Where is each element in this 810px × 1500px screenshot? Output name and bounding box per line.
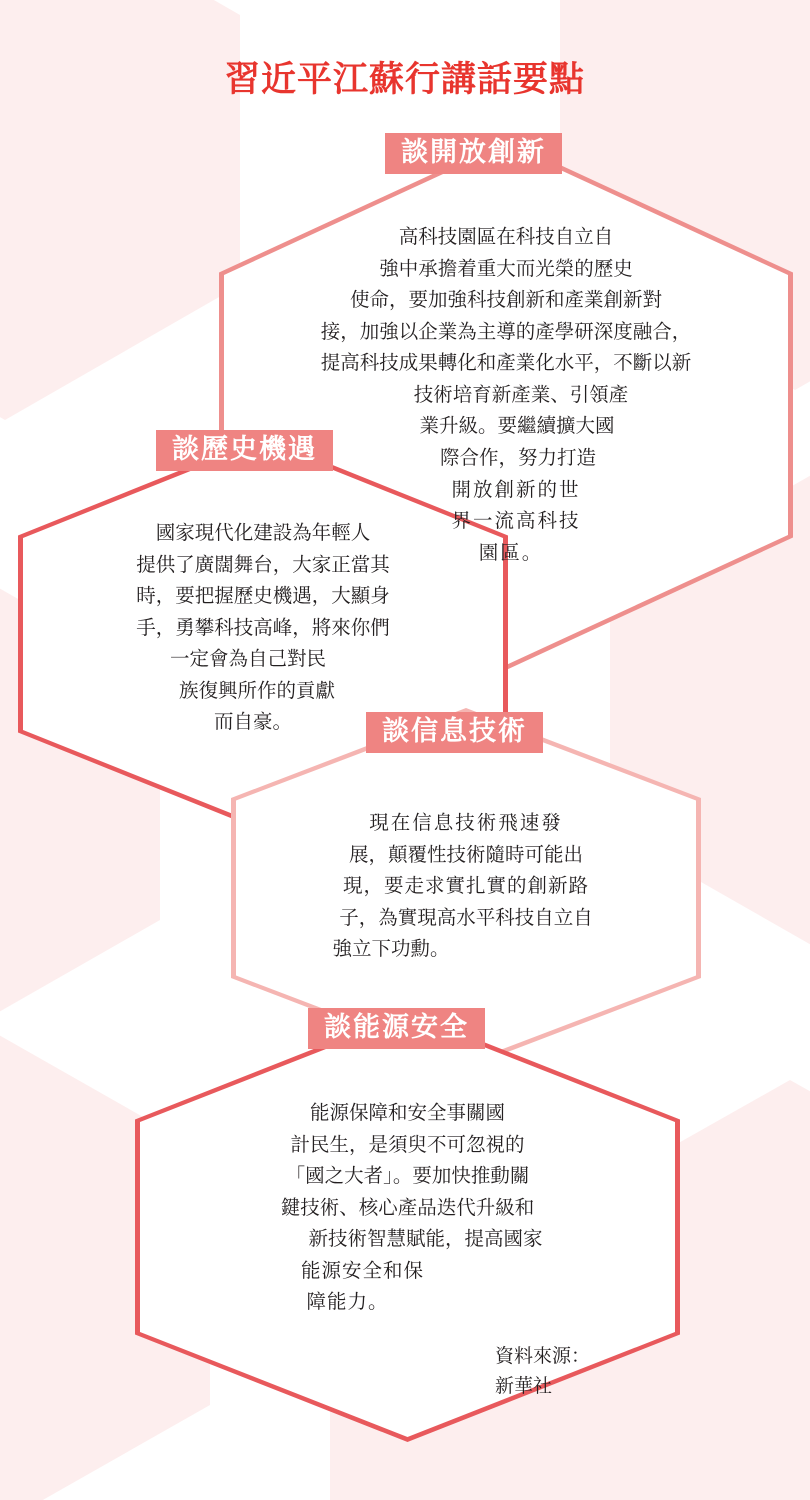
- section-label-information-technology: [366, 712, 543, 753]
- body-line: 強立下功勳。: [332, 938, 450, 961]
- body-line: 開放創新的世: [451, 478, 581, 501]
- body-line: 子，為實現高水平科技自立自: [339, 906, 593, 929]
- body-line: 手，勇攀科技高峰，將來你們: [136, 616, 390, 639]
- body-line: 使命，要加強科技創新和產業創新對: [349, 289, 662, 312]
- page-title: 習近平江蘇行講話要點: [224, 60, 585, 99]
- body-line: 高科技園區在科技自立自: [398, 226, 614, 248]
- body-line: 現，要走求實扎實的創新路: [342, 875, 589, 898]
- body-line: 能源保障和安全事關國: [309, 1102, 505, 1124]
- body-line: 界一流高科技: [451, 510, 581, 533]
- section-label-text: 談能源安全: [324, 1012, 469, 1042]
- section-label-energy-security: [308, 1008, 485, 1049]
- section-body-energy-security: [137, 1098, 678, 1319]
- body-line: 強中承擔着重大而光榮的歷史: [379, 257, 633, 280]
- body-line: 障能力。: [306, 1291, 389, 1314]
- source-value: 新華社: [495, 1376, 553, 1398]
- body-line: 提高科技成果轉化和產業化水平，不斷以新: [320, 352, 692, 375]
- section-body-information-technology: [233, 808, 699, 966]
- body-line: 展，顛覆性技術隨時可能出: [348, 843, 583, 866]
- section-label-historic-opportunity: [156, 430, 333, 471]
- source-label: 資料來源：: [495, 1346, 591, 1367]
- section-body-historic-opportunity: [20, 518, 506, 739]
- body-line: 「國之大者」。要加快推動關: [285, 1165, 530, 1188]
- body-line: 一定會為自己對民: [169, 648, 326, 671]
- section-label-text: 談歷史機遇: [172, 434, 317, 464]
- body-line: 接，加強以企業為主導的產學研深度融合，: [320, 320, 692, 343]
- section-label-text: 談信息技術: [382, 716, 527, 746]
- source-note: [495, 1342, 590, 1403]
- body-line: 現在信息技術飛速發: [369, 812, 563, 834]
- section-label-open-innovation: [385, 133, 562, 174]
- body-line: 新技術智慧賦能，提高國家: [308, 1228, 543, 1251]
- body-line: 計民生，是須臾不可忽視的: [290, 1133, 525, 1156]
- body-line: 而自豪。: [213, 711, 292, 734]
- body-line: 族復興所作的貢獻: [178, 679, 335, 702]
- body-line: 技術培育新產業、引領產: [413, 383, 629, 406]
- section-label-text: 談開放創新: [401, 137, 546, 167]
- body-line: 能源安全和保: [300, 1259, 424, 1282]
- body-line: 時，要把握歷史機遇，大顯身: [136, 585, 390, 608]
- body-line: 園區。: [478, 541, 544, 564]
- body-line: 提供了廣闊舞台，大家正當其: [136, 553, 390, 576]
- body-line: 國家現代化建設為年輕人: [155, 522, 371, 544]
- body-line: 鍵技術、核心產品迭代升級和: [280, 1196, 535, 1219]
- body-line: 際合作，努力打造: [439, 447, 596, 470]
- body-line: 業升級。要繼續擴大國: [419, 415, 615, 438]
